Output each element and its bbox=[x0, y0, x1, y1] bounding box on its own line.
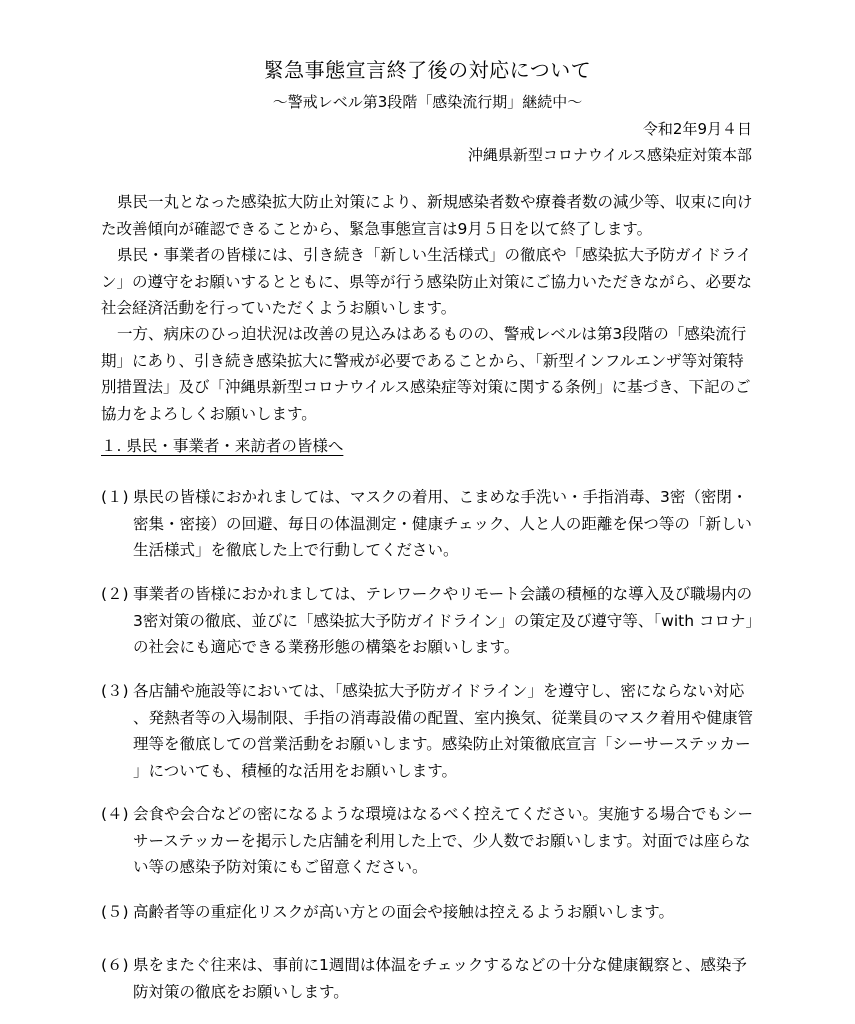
item-text: 事業者の皆様におかれましては、テレワークやリモート会議の積極的な導入及び職場内の3密対策の徹底、並びに「感染拡大予防ガイドライン」の策定及び遵守等、「with コロナ」の社会にも適応できる業務形態の構築をお願いします。 bbox=[133, 585, 754, 656]
item-number: (５) bbox=[101, 903, 129, 921]
issuing-organization: 沖縄県新型コロナウイルス感染症対策本部 bbox=[467, 146, 752, 164]
item-number: (６) bbox=[101, 956, 129, 974]
intro-paragraph-3: 一方、病床のひっ迫状況は改善の見込みはあるものの、警戒レベルは第3段階の「感染流行期」にあり、引き続き感染拡大に警戒が必要であることから、「新型インフルエンザ等対策特別措置法」及び「沖縄県新型コロナウイルス感染症等対策に関する条例」に基づき、下記のご協力をよろしくお願いします。 bbox=[101, 325, 751, 423]
item-text: 高齢者等の重症化リスクが高い方との面会や接触は控えるようお願いします。 bbox=[133, 903, 674, 921]
item-number: (２) bbox=[101, 585, 129, 603]
item-number: (３) bbox=[101, 682, 129, 700]
item-text: 県民の皆様におかれましては、マスクの着用、こまめな手洗い・手指消毒、3密（密閉・密集・密接）の回避、毎日の体温測定・健康チェック、人と人の距離を保つ等の「新しい生活様式」を徹底した上で行動してください。 bbox=[133, 488, 752, 559]
section-heading: １. 県民・事業者・来訪者の皆様へ bbox=[101, 437, 344, 455]
page-subtitle: ～警戒レベル第3段階「感染流行期」継続中～ bbox=[272, 93, 583, 111]
item-text: 各店舗や施設等においては、「感染拡大予防ガイドライン」を遵守し、密にならない対応、発熱者等の入場制限、手指の消毒設備の配置、室内換気、従業員のマスク着用や健康管理等を徹底しての営業活動をお願いします。感染防止対策徹底宣言「シーサーステッカー」についても、積極的な活用をお願いします。 bbox=[133, 682, 754, 780]
intro-paragraph-1: 県民一丸となった感染拡大防止対策により、新規感染者数や療養者数の減少等、収束に向けた改善傾向が確認できることから、緊急事態宣言は9月５日を以て終了します。 bbox=[101, 193, 753, 238]
page-title: 緊急事態宣言終了後の対応について bbox=[263, 58, 592, 82]
item-text: 会食や会合などの密になるような環境はなるべく控えてください。実施する場合でもシーサーステッカーを掲示した店舗を利用した上で、少人数でお願いします。対面では座らない等の感染予防対策にもご留意ください。 bbox=[133, 805, 754, 876]
item-number: (１) bbox=[101, 488, 129, 506]
document-date: 令和2年9月４日 bbox=[642, 120, 752, 138]
intro-paragraph-2: 県民・事業者の皆様には、引き続き「新しい生活様式」の徹底や「感染拡大予防ガイドライン」の遵守をお願いするとともに、県等が行う感染防止対策にご協力いただきながら、必要な社会経済活動を行っていただくようお願いします。 bbox=[101, 246, 753, 317]
item-number: (４) bbox=[101, 805, 129, 823]
item-text: 県をまたぐ往来は、事前に1週間は体温をチェックするなどの十分な健康観察と、感染予防対策の徹底をお願いします。 bbox=[133, 956, 747, 1001]
